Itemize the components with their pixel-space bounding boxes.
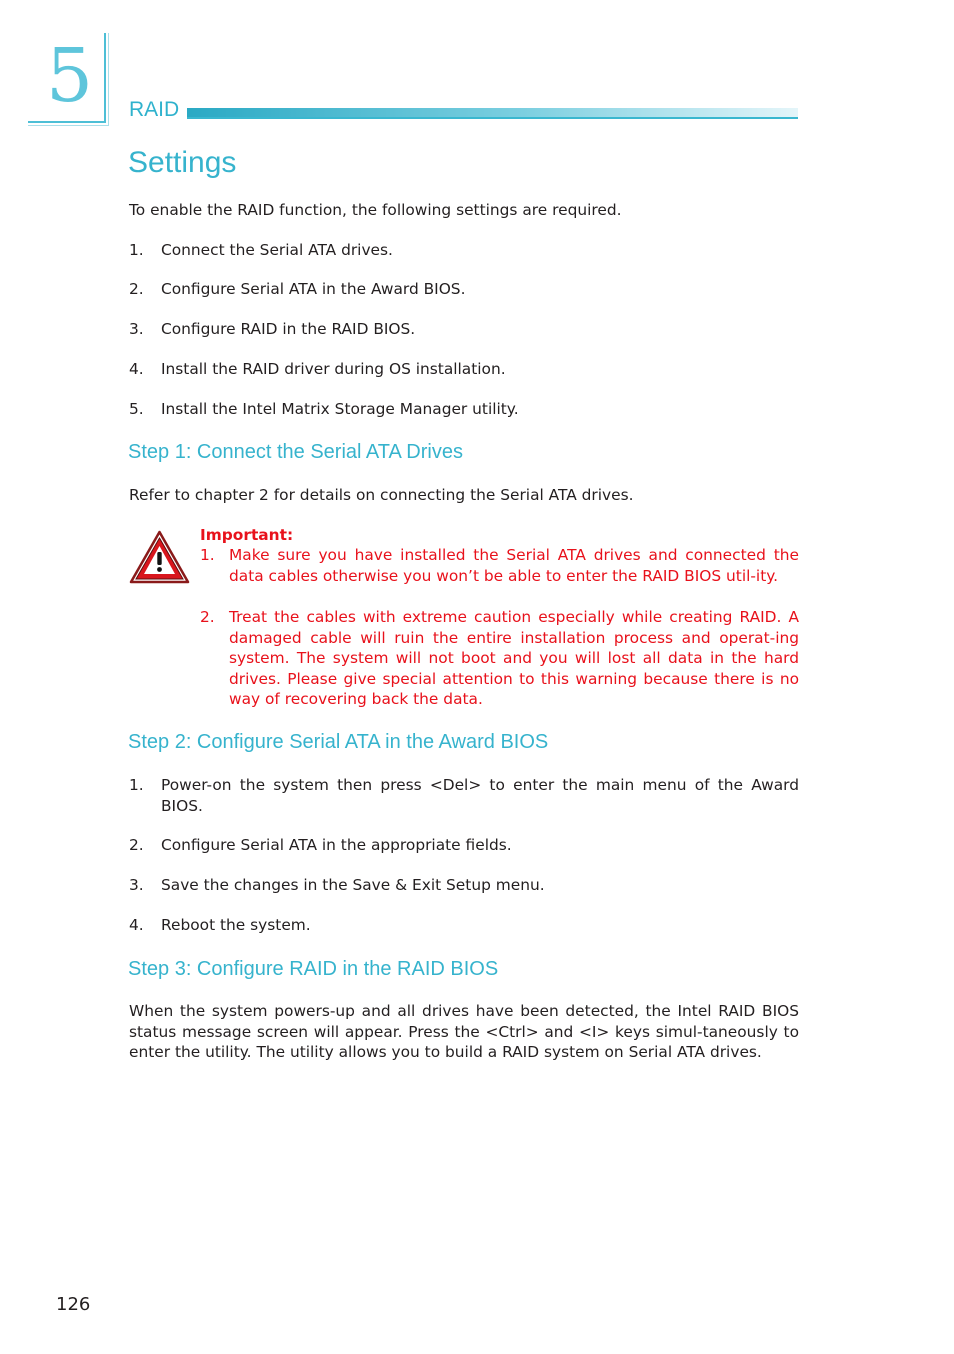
section-bar-line (187, 117, 798, 119)
page-title: Settings (128, 146, 237, 179)
important-number: 2. (200, 608, 215, 626)
step3-text: When the system powers-up and all drives have been detected, the Intel RAID BIOS status message screen will appear. Press the <Ctrl> and <I> keys simul-taneously to enter the utility. The utility allows you to build a RAID system on Serial ATA drives. (129, 1002, 799, 1062)
important-item (200, 545, 799, 607)
important-label (200, 525, 799, 546)
list-text: Power-on the system then press <Del> to enter the main menu of the Award BIOS. (161, 776, 799, 815)
list-number: 3. (129, 320, 144, 338)
list-text: Configure Serial ATA in the Award BIOS. (161, 280, 466, 298)
list-number: 1. (129, 241, 144, 259)
step3-heading: Step 3: Configure RAID in the RAID BIOS (128, 958, 499, 980)
important-text: Treat the cables with extreme caution especially while creating RAID. A damaged cable will ruin the entire installation process and operat-ing system. The system will not boot and you will lost all data in the hard drives. Please give special attention to this warning because there is no way of recovering back the data. (229, 608, 799, 709)
important-title: Important: (200, 526, 294, 544)
list-number: 2. (129, 280, 144, 298)
important-item (200, 607, 799, 711)
section-label: RAID (129, 98, 180, 121)
list-number: 4. (129, 360, 144, 378)
section-bar (187, 108, 798, 117)
list-number: 3. (129, 876, 144, 894)
list-number: 1. (129, 776, 144, 794)
list-text: Connect the Serial ATA drives. (161, 241, 393, 259)
list-number: 4. (129, 916, 144, 934)
list-text: Reboot the system. (161, 916, 311, 934)
list-text: Save the changes in the Save & Exit Setup menu. (161, 876, 545, 894)
important-number: 1. (200, 546, 215, 564)
warning-triangle-icon (129, 530, 190, 585)
list-text: Install the Intel Matrix Storage Manager utility. (161, 400, 519, 418)
important-text: Make sure you have installed the Serial ATA drives and connected the data cables otherwise you won’t be able to enter the RAID BIOS util-ity. (229, 546, 799, 585)
step2-heading: Step 2: Configure Serial ATA in the Award BIOS (128, 731, 549, 753)
list-text: Configure RAID in the RAID BIOS. (161, 320, 416, 338)
list-number: 2. (129, 836, 144, 854)
list-text: Install the RAID driver during OS installation. (161, 360, 506, 378)
list-text: Configure Serial ATA in the appropriate fields. (161, 836, 512, 854)
list-number: 5. (129, 400, 144, 418)
chapter-number: 5 (46, 33, 94, 119)
step1-heading: Step 1: Connect the Serial ATA Drives (128, 441, 463, 463)
step1-text: Refer to chapter 2 for details on connecting the Serial ATA drives. (129, 486, 634, 504)
intro-text: To enable the RAID function, the following settings are required. (129, 201, 622, 219)
page-number: 126 (56, 1294, 91, 1315)
